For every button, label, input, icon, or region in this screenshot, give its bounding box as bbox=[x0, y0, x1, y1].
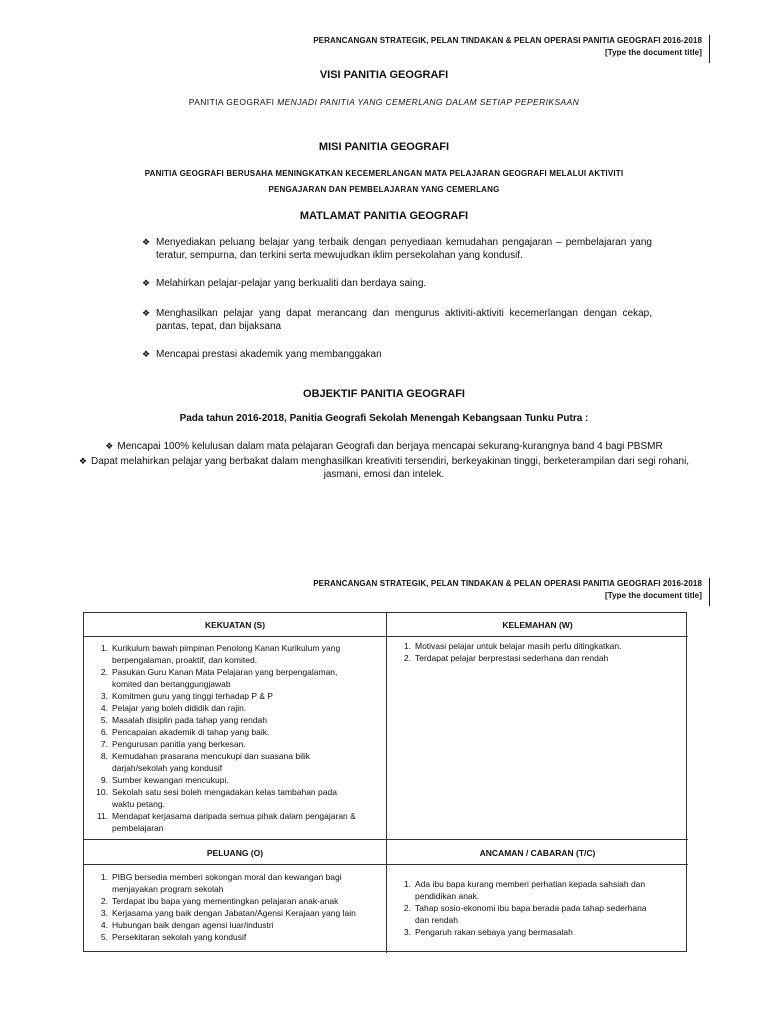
diamond-bullet-icon: ❖ bbox=[78, 456, 87, 466]
matlamat-item: ❖ Melahirkan pelajar-pelajar yang berkualiti dan berdaya saing. bbox=[142, 278, 427, 289]
diamond-bullet-icon: ❖ bbox=[142, 308, 151, 318]
swot-table bbox=[83, 612, 687, 952]
diamond-bullet-icon: ❖ bbox=[142, 349, 151, 359]
visi-text: MENJADI PANITIA YANG CEMERLANG DALAM SETIAP PEPERIKSAAN bbox=[277, 97, 580, 107]
list-item: 2. Terdapat ibu bapa yang mementingkan pelajaran anak-anak bbox=[100, 896, 339, 906]
misi-line-2: PENGAJARAN DAN PEMBELAJARAN YANG CEMERLANG bbox=[268, 185, 500, 194]
list-item: 8. Kemudahan prasarana mencukupi dan suasana bilik bbox=[100, 751, 310, 761]
list-item: menjayakan program sekolah bbox=[112, 884, 224, 894]
kekuatan-header: KEKUATAN (S) bbox=[204, 620, 266, 630]
list-item: waktu petang. bbox=[112, 799, 165, 809]
list-item: 6. Pencapaian akademik di tahap yang baik. bbox=[100, 727, 270, 737]
table-divider bbox=[84, 839, 688, 840]
list-item: 2. Pasukan Guru Kanan Mata Pelajaran yang berpengalaman, bbox=[100, 667, 338, 677]
kekuatan-list bbox=[84, 642, 384, 834]
list-item: 3. Pengaruh rakan sebaya yang bermasalah bbox=[403, 927, 573, 937]
table-divider bbox=[84, 864, 688, 865]
list-item: 4. Hubungan baik dengan agensi luar/industri bbox=[100, 920, 274, 930]
header-rule bbox=[709, 35, 711, 63]
list-item: 2. Tahap sosio-ekonomi ibu bapa berada pada tahap sederhana bbox=[403, 903, 647, 913]
objektif-item-2: ❖ Dapat melahirkan pelajar yang berbakat dalam menghasilkan kreativiti tersendiri, berkeyakinan tinggi, berketerampilan dari segi rohani, bbox=[78, 456, 690, 467]
misi-title: MISI PANITIA GEOGRAFI bbox=[318, 141, 450, 153]
ancaman-header: ANCAMAN / CABARAN (T/C) bbox=[479, 848, 596, 858]
document-header bbox=[313, 35, 702, 59]
objektif-subtitle: Pada tahun 2016-2018, Panitia Geografi Sekolah Menengah Kebangsaan Tunku Putra : bbox=[179, 413, 589, 424]
visi-lead: PANITIA GEOGRAFI bbox=[188, 97, 275, 107]
list-item: pendidikan anak. bbox=[415, 891, 480, 901]
matlamat-item: ❖ Menyediakan peluang belajar yang terbaik dengan penyediaan kemudahan pengajaran – pembelajaran yang teratur, sempurna, dan terkini serta mewujudkan iklim persekolahan yang kondusif. bbox=[142, 237, 652, 261]
diamond-bullet-icon: ❖ bbox=[142, 237, 151, 247]
list-item: 4. Pelajar yang boleh dididik dan rajin. bbox=[100, 703, 247, 713]
list-item: 1. Kurikulum bawah pimpinan Penolong Kanan Kurikulum yang bbox=[100, 643, 341, 653]
list-item: 1. PIBG bersedia memberi sokongan moral dan kewangan bagi bbox=[100, 872, 342, 882]
header-document-title: [Type the document title] bbox=[604, 591, 702, 600]
list-item: 1. Ada ibu bapa kurang memberi perhatian kepada sahsiah dan bbox=[403, 879, 646, 889]
table-divider bbox=[84, 636, 688, 637]
list-item: berpengalaman, proaktif, dan komited. bbox=[112, 655, 258, 665]
list-item: komited dan bertanggungjawab bbox=[112, 679, 231, 689]
list-item: 11. Mendapat kerjasama daripada semua pihak dalam pengajaran & bbox=[96, 811, 356, 821]
visi-statement bbox=[0, 97, 768, 107]
list-item: 2. Terdapat pelajar berprestasi sederhana dan rendah bbox=[403, 653, 609, 663]
matlamat-title: MATLAMAT PANITIA GEOGRAFI bbox=[299, 210, 469, 222]
kelemahan-header: KELEMAHAN (W) bbox=[502, 620, 573, 630]
visi-title: VISI PANITIA GEOGRAFI bbox=[319, 69, 449, 81]
diamond-bullet-icon: ❖ bbox=[105, 441, 114, 451]
header-title: PERANCANGAN STRATEGIK, PELAN TINDAKAN & PELAN OPERASI PANITIA GEOGRAFI 2016-2018 bbox=[313, 579, 702, 588]
peluang-list bbox=[84, 871, 384, 943]
list-item: 5. Masalah disiplin pada tahap yang rendah bbox=[100, 715, 268, 725]
peluang-header: PELUANG (O) bbox=[206, 848, 264, 858]
list-item: dan rendah bbox=[415, 915, 459, 925]
matlamat-item: ❖ Menghasilkan pelajar yang dapat merancang dan mengurus aktiviti-aktiviti kecemerlangan dengan cekap, pantas, tepat, dan bijaksana bbox=[142, 308, 652, 332]
list-item: 9. Sumber kewangan mencukupi. bbox=[100, 775, 229, 785]
list-item: pembelajaran bbox=[112, 823, 164, 833]
header-title: PERANCANGAN STRATEGIK, PELAN TINDAKAN & PELAN OPERASI PANITIA GEOGRAFI 2016-2018 bbox=[313, 36, 702, 45]
list-item: 7. Pengurusan panitia yang berkesan. bbox=[100, 739, 246, 749]
list-item: 5. Persekitaran sekolah yang kondusif bbox=[100, 932, 247, 942]
objektif-item-2-continued: jasmani, emosi dan intelek. bbox=[323, 469, 445, 480]
misi-line-1: PANITIA GEOGRAFI BERUSAHA MENINGKATKAN KECEMERLANGAN MATA PELAJARAN GEOGRAFI MELALUI AKTIVITI bbox=[144, 169, 624, 178]
header-document-title: [Type the document title] bbox=[604, 48, 702, 57]
matlamat-item: ❖ Mencapai prestasi akademik yang membanggakan bbox=[142, 349, 382, 360]
objektif-item-1: ❖ Mencapai 100% kelulusan dalam mata pelajaran Geografi dan berjaya mencapai sekurang-kurangnya band 4 bagi PBSMR bbox=[105, 441, 663, 452]
diamond-bullet-icon: ❖ bbox=[142, 278, 151, 288]
kelemahan-list bbox=[387, 640, 687, 664]
ancaman-list bbox=[387, 878, 687, 938]
list-item: 1. Motivasi pelajar untuk belajar masih perlu ditingkatkan. bbox=[403, 641, 622, 651]
document-header bbox=[313, 578, 702, 602]
header-rule bbox=[709, 578, 711, 606]
list-item: darjah/sekolah yang kondusif bbox=[112, 763, 223, 773]
list-item: 3. Komitmen guru yang tinggi terhadap P & P bbox=[100, 691, 273, 701]
list-item: 3. Kerjasama yang baik dengan Jabatan/Agensi Kerajaan yang lain bbox=[100, 908, 356, 918]
objektif-title: OBJEKTIF PANITIA GEOGRAFI bbox=[303, 388, 465, 400]
list-item: 10. Sekolah satu sesi boleh mengadakan kelas tambahan pada bbox=[96, 787, 337, 797]
